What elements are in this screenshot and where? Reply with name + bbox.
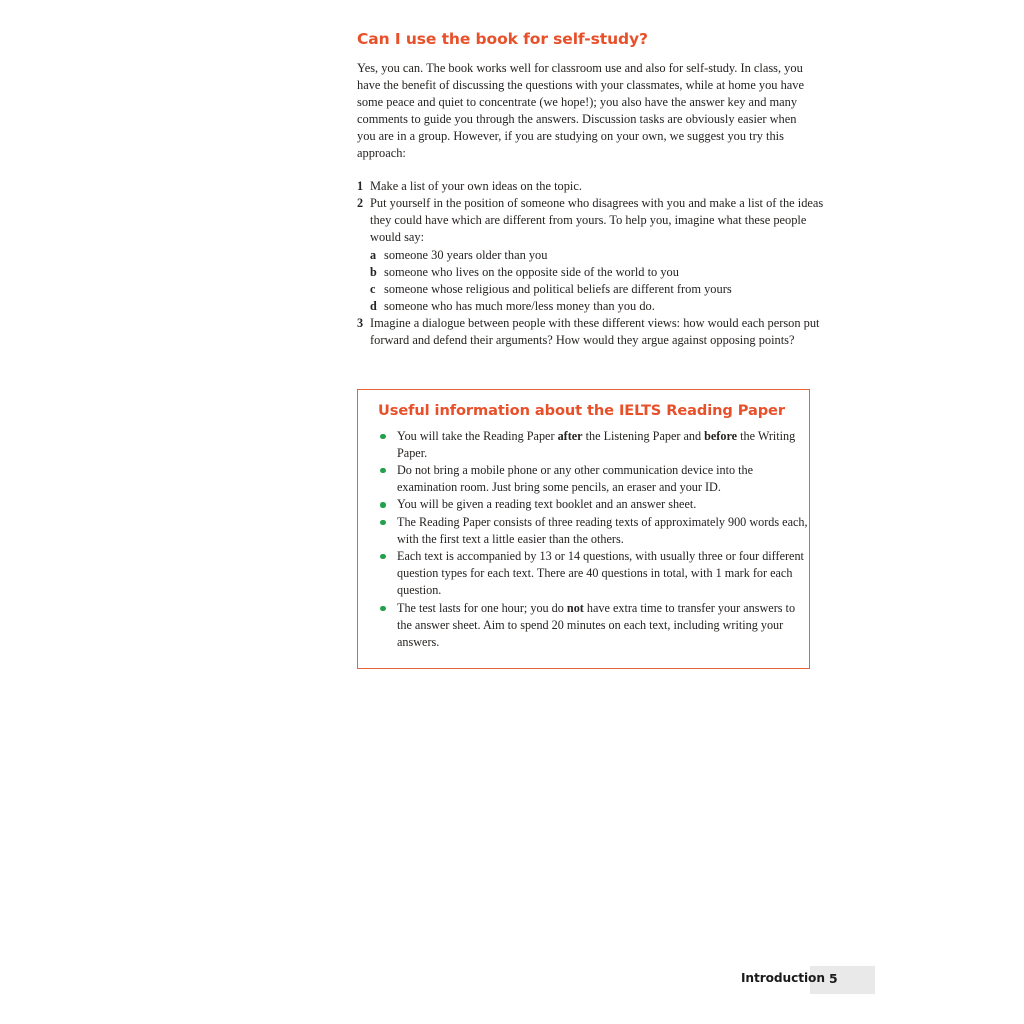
list-item-text: someone 30 years older than you	[384, 247, 548, 262]
list-item-text: Imagine a dialogue between people with these different views: how would each person put forward and defend their arguments? How would they argue against opposing points?	[370, 315, 820, 347]
page-footer	[700, 966, 900, 996]
bullet-dot-icon	[380, 468, 386, 474]
list-item-text	[397, 463, 753, 494]
info-box-heading: Useful information about the IELTS Reading Paper	[378, 402, 785, 419]
list-item	[378, 496, 809, 513]
emphasised-text: not	[566, 600, 584, 615]
list-item	[370, 298, 825, 315]
list-marker: c	[370, 281, 376, 296]
list-item-text	[397, 549, 804, 597]
plain-text: have extra time to transfer your answers to the answer sheet. Aim to spend 20 minutes on each text, including writing your answers.	[397, 600, 796, 649]
list-item	[378, 514, 809, 548]
plain-text: You will be given a reading text booklet and an answer sheet.	[397, 497, 697, 512]
bullet-dot-icon	[380, 606, 386, 612]
list-item-text: someone whose religious and political beliefs are different from yours	[384, 281, 732, 296]
list-item	[357, 315, 825, 349]
list-item	[378, 600, 809, 652]
plain-text: You will take the Reading Paper	[397, 428, 558, 443]
list-item	[357, 178, 825, 195]
list-item-text: Make a list of your own ideas on the topic.	[370, 179, 582, 194]
list-item	[378, 462, 809, 496]
plain-text: Each text is accompanied by 13 or 14 questions, with usually three or four different question types for each text. There are 40 questions in total, with 1 mark for each question.	[397, 548, 804, 598]
main-content-column	[357, 30, 824, 349]
plain-text: Do not bring a mobile phone or any other communication device into the examination room. Just bring some pencils, an eraser and your ID.	[397, 462, 754, 495]
plain-text: the Listening Paper and	[582, 428, 705, 443]
list-marker: d	[370, 298, 377, 313]
list-item-text: Put yourself in the position of someone who disagrees with you and make a list of the ideas they could have which are different from yours. To help you, imagine what these people would say:	[370, 196, 824, 245]
plain-text: The Reading Paper consists of three reading texts of approximately 900 words each, with the first text a little easier than the others.	[397, 514, 808, 546]
emphasised-text: after	[557, 428, 583, 443]
list-marker: a	[370, 247, 377, 262]
list-marker: 1	[357, 179, 364, 194]
plain-text: the Writing Paper.	[397, 428, 796, 460]
list-item	[378, 428, 809, 462]
list-item-text	[397, 601, 795, 649]
lettered-sublist	[370, 247, 825, 315]
list-item-text: someone who lives on the opposite side of the world to you	[384, 264, 679, 279]
list-item-text: someone who has much more/less money than you do.	[384, 298, 655, 313]
info-bullet-list	[378, 428, 808, 652]
list-item	[378, 548, 809, 600]
list-marker: 3	[357, 315, 364, 330]
page-title: Can I use the book for self-study?	[357, 30, 648, 48]
list-item-text	[397, 497, 696, 511]
bullet-dot-icon	[380, 502, 386, 508]
plain-text: The test lasts for one hour; you do	[397, 600, 567, 615]
list-marker: b	[370, 264, 377, 279]
list-marker: 2	[357, 196, 364, 211]
intro-paragraph: Yes, you can. The book works well for classroom use and also for self-study. In class, you have the benefit of discussing the questions with your classmates, while at home you have some peace and quiet to concentrate (we hope!); you also have the answer key and many comments to guide you through the answers. Discussion tasks are obviously easier when you are in a group. However, if you are studying on your own, we suggest you try this approach:	[357, 60, 804, 161]
list-item	[370, 264, 825, 281]
list-item	[370, 247, 825, 264]
numbered-list	[357, 178, 824, 349]
list-item-text	[397, 515, 808, 546]
list-item-text	[397, 429, 795, 460]
bullet-dot-icon	[380, 434, 386, 440]
page-number: 5	[829, 971, 838, 986]
info-callout-box	[357, 389, 810, 669]
emphasised-text: before	[704, 428, 738, 443]
footer-section-label: Introduction	[741, 971, 825, 985]
info-box-content	[358, 390, 809, 661]
list-item	[357, 195, 825, 315]
bullet-dot-icon	[380, 554, 386, 560]
list-item	[370, 281, 825, 298]
bullet-dot-icon	[380, 520, 386, 526]
